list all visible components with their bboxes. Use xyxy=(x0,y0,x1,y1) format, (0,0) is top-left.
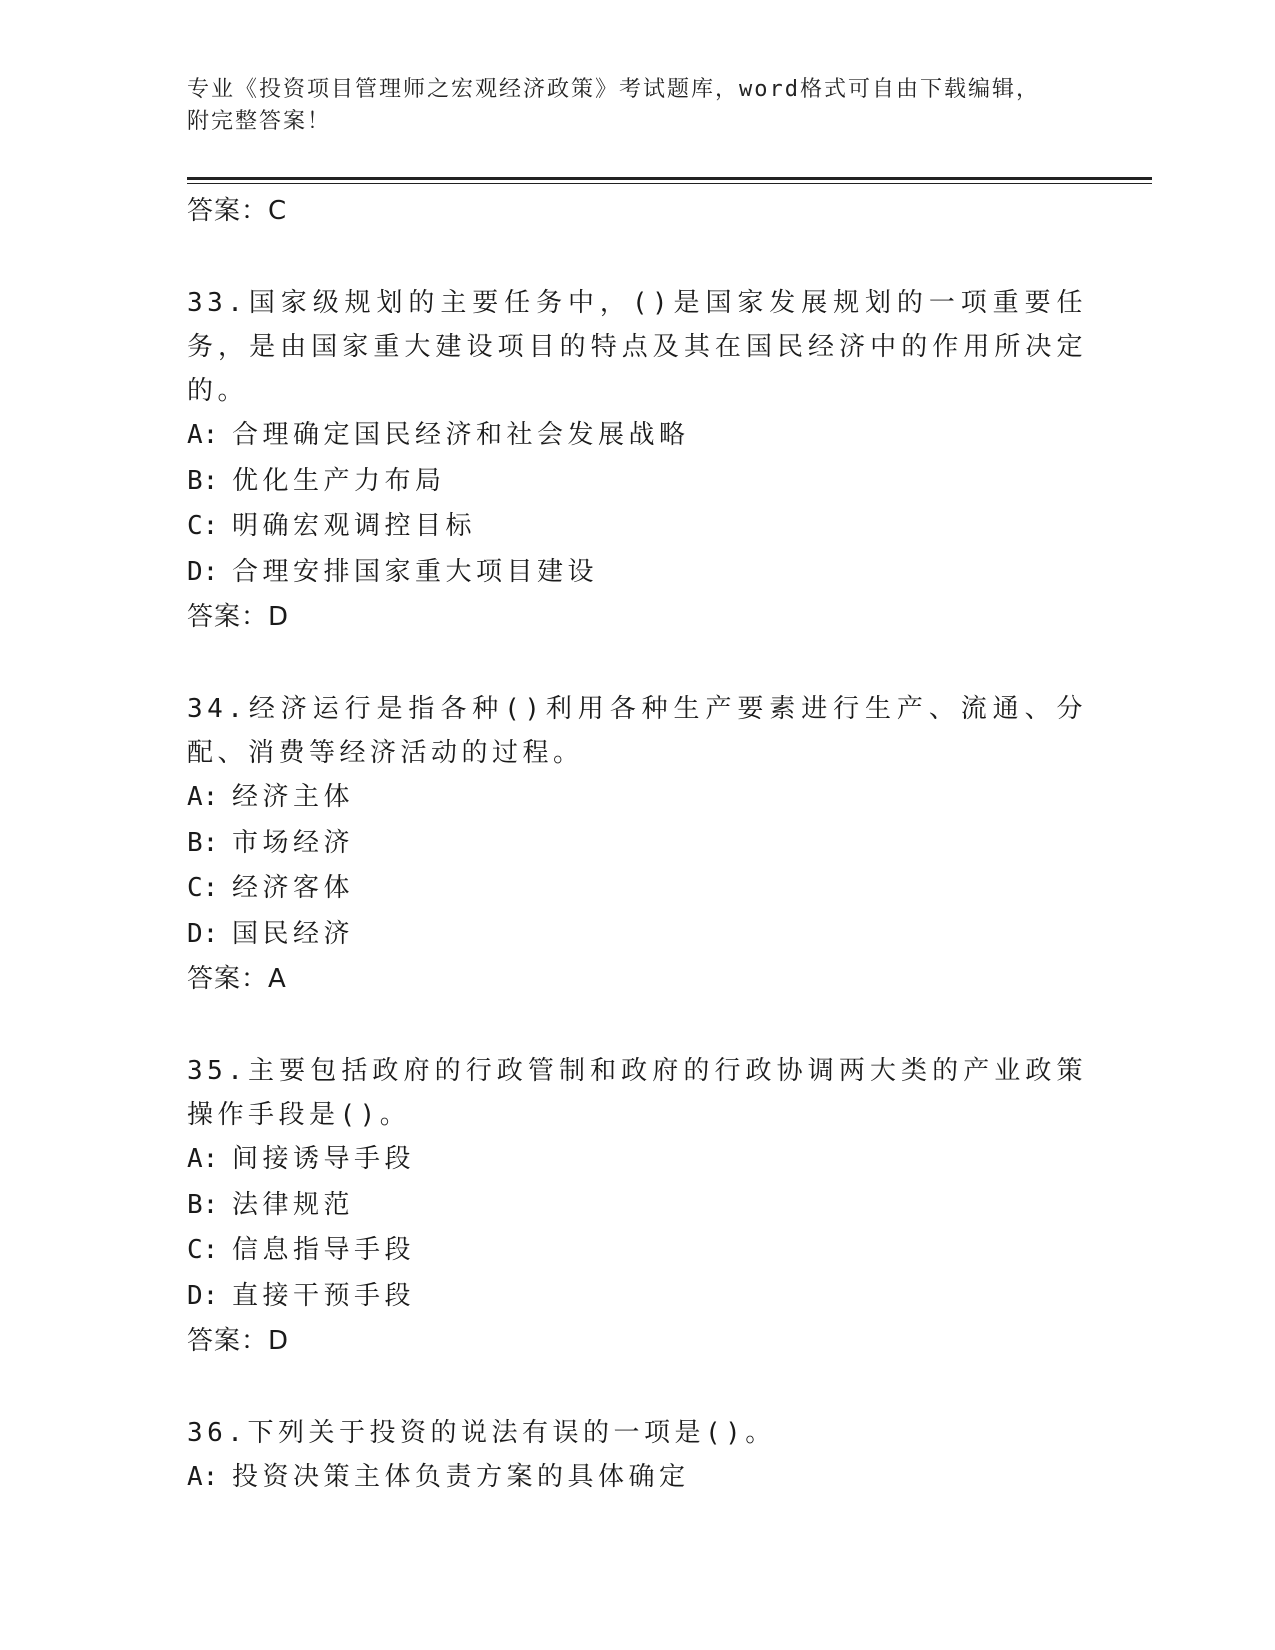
option-text: 合理确定国民经济和社会发展战略 xyxy=(232,420,690,450)
header-divider-thin xyxy=(187,183,1152,184)
option-text: 合理安排国家重大项目建设 xyxy=(232,556,599,587)
question-spacer xyxy=(187,1001,1087,1049)
option-c xyxy=(187,504,1087,550)
option-label: B: xyxy=(187,1189,219,1220)
question-spacer xyxy=(187,1363,1087,1411)
option-d xyxy=(187,550,1087,596)
question-block xyxy=(187,1411,1087,1501)
option-b xyxy=(187,1183,1087,1229)
option-text: 间接诱导手段 xyxy=(232,1144,416,1174)
question-block xyxy=(187,687,1087,1001)
option-text: 经济客体 xyxy=(232,873,355,903)
option-label: A: xyxy=(187,420,219,450)
question-block xyxy=(187,281,1087,639)
option-label: D: xyxy=(187,1280,219,1311)
option-a xyxy=(187,413,1087,459)
question-spacer xyxy=(187,233,1087,281)
option-text: 明确宏观调控目标 xyxy=(232,511,477,541)
option-a xyxy=(187,1455,1087,1501)
question-spacer xyxy=(187,639,1087,687)
option-label: A: xyxy=(187,782,219,812)
option-label: C: xyxy=(187,873,219,903)
question-stem: 35.主要包括政府的行政管制和政府的行政协调两大类的产业政策操作手段是()。 xyxy=(187,1056,1087,1130)
option-text: 直接干预手段 xyxy=(232,1280,416,1311)
question-stem: 33.国家级规划的主要任务中，()是国家发展规划的一项重要任务，是由国家重大建设项目的特点及其在国民经济中的作用所决定的。 xyxy=(187,288,1087,406)
option-a xyxy=(187,775,1087,821)
option-label: A: xyxy=(187,1144,219,1174)
option-text: 投资决策主体负责方案的具体确定 xyxy=(232,1462,690,1492)
question-stem: 36.下列关于投资的说法有误的一项是()。 xyxy=(187,1418,776,1448)
option-text: 信息指导手段 xyxy=(232,1235,416,1265)
option-label: C: xyxy=(187,1235,219,1265)
header-divider-thick xyxy=(187,177,1152,180)
answer-line: 答案：D xyxy=(187,1326,290,1356)
option-text: 优化生产力布局 xyxy=(232,465,446,496)
option-text: 法律规范 xyxy=(232,1189,355,1220)
option-text: 经济主体 xyxy=(232,782,355,812)
answer-line: 答案：A xyxy=(187,964,287,994)
option-text: 市场经济 xyxy=(232,827,355,858)
question-stem: 34.经济运行是指各种()利用各种生产要素进行生产、流通、分配、消费等经济活动的过程。 xyxy=(187,694,1087,768)
question-block xyxy=(187,1049,1087,1363)
option-c xyxy=(187,1228,1087,1274)
answer-line: 答案：D xyxy=(187,602,290,632)
option-label: B: xyxy=(187,465,219,496)
option-label: C: xyxy=(187,511,219,541)
question-list xyxy=(187,189,1087,1501)
option-c xyxy=(187,866,1087,912)
option-b xyxy=(187,459,1087,505)
option-text: 国民经济 xyxy=(232,918,355,949)
option-label: D: xyxy=(187,918,219,949)
option-label: B: xyxy=(187,827,219,858)
header-line-2: 附完整答案！ xyxy=(187,109,332,134)
option-label: D: xyxy=(187,556,219,587)
answer-line: 答案：C xyxy=(187,196,288,226)
option-d xyxy=(187,912,1087,958)
option-a xyxy=(187,1137,1087,1183)
header-line-1: 专业《投资项目管理师之宏观经济政策》考试题库，word格式可自由下载编辑， xyxy=(187,77,1040,102)
option-label: A: xyxy=(187,1462,219,1492)
document-header xyxy=(187,74,1087,138)
option-b xyxy=(187,821,1087,867)
option-d xyxy=(187,1274,1087,1320)
